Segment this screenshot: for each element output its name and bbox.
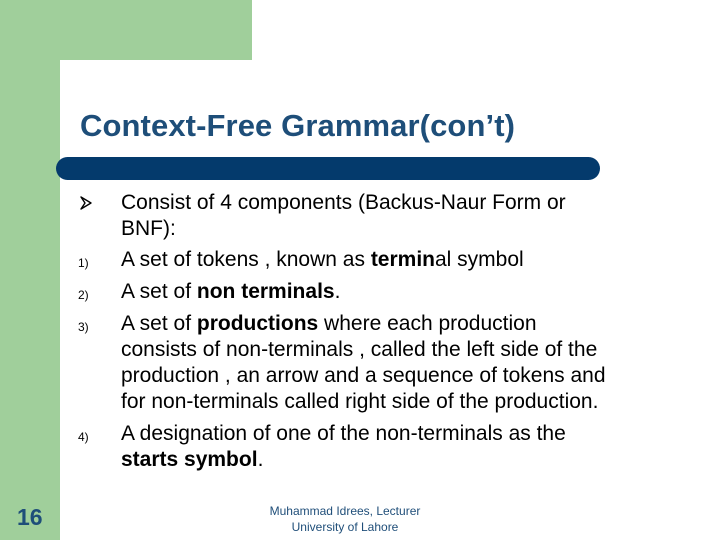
item4-line-2 bbox=[121, 447, 691, 473]
list-marker-1: 1) bbox=[78, 256, 89, 270]
item3-bold: productions bbox=[196, 312, 319, 335]
item1-line bbox=[121, 247, 691, 273]
item4-line-1: A designation of one of the non-terminals as the bbox=[121, 422, 566, 445]
item3-line-3: production , an arrow and a sequence of tokens and bbox=[121, 364, 606, 387]
arrow-bullet-icon bbox=[80, 196, 92, 210]
list-marker-4: 4) bbox=[78, 430, 89, 444]
footer-institution: University of Lahore bbox=[291, 520, 399, 534]
list-item-4 bbox=[121, 421, 691, 473]
page-number: 16 bbox=[17, 504, 43, 530]
list-item-3 bbox=[121, 311, 691, 415]
item3-line-4: for non-terminals called right side of the production. bbox=[121, 390, 599, 413]
item3-line-1 bbox=[121, 311, 691, 337]
list-item-2 bbox=[121, 279, 691, 305]
slide-title: Context-Free Grammar(con’t) bbox=[80, 108, 516, 143]
item1-bold: termin bbox=[370, 248, 435, 271]
item4-bold: starts symbol bbox=[121, 448, 258, 471]
title-underline-bar bbox=[56, 157, 600, 180]
item3-text-end: where each production bbox=[318, 312, 537, 335]
list-marker-2: 2) bbox=[78, 288, 89, 302]
footer-author: Muhammad Idrees, Lecturer bbox=[269, 504, 421, 518]
item2-bold: non terminals bbox=[196, 280, 335, 303]
intro-line-1: Consist of 4 components (Backus-Naur Form or bbox=[121, 191, 566, 214]
item3-text: A set of bbox=[121, 312, 197, 335]
intro-line-2: BNF): bbox=[121, 217, 176, 240]
item3-line-2: consists of non-terminals , called the left side of the bbox=[121, 338, 598, 361]
item4-text-end: . bbox=[257, 448, 264, 471]
list-item-intro bbox=[121, 190, 691, 242]
footer bbox=[230, 503, 460, 535]
list-item-1 bbox=[121, 247, 691, 273]
item2-text: A set of bbox=[121, 280, 197, 303]
item2-line bbox=[121, 279, 691, 305]
list-marker-3: 3) bbox=[78, 320, 89, 334]
item1-text-end: al symbol bbox=[435, 248, 524, 271]
item1-text: A set of tokens , known as bbox=[121, 248, 371, 271]
item2-text-end: . bbox=[334, 280, 341, 303]
green-accent-side bbox=[0, 0, 60, 540]
